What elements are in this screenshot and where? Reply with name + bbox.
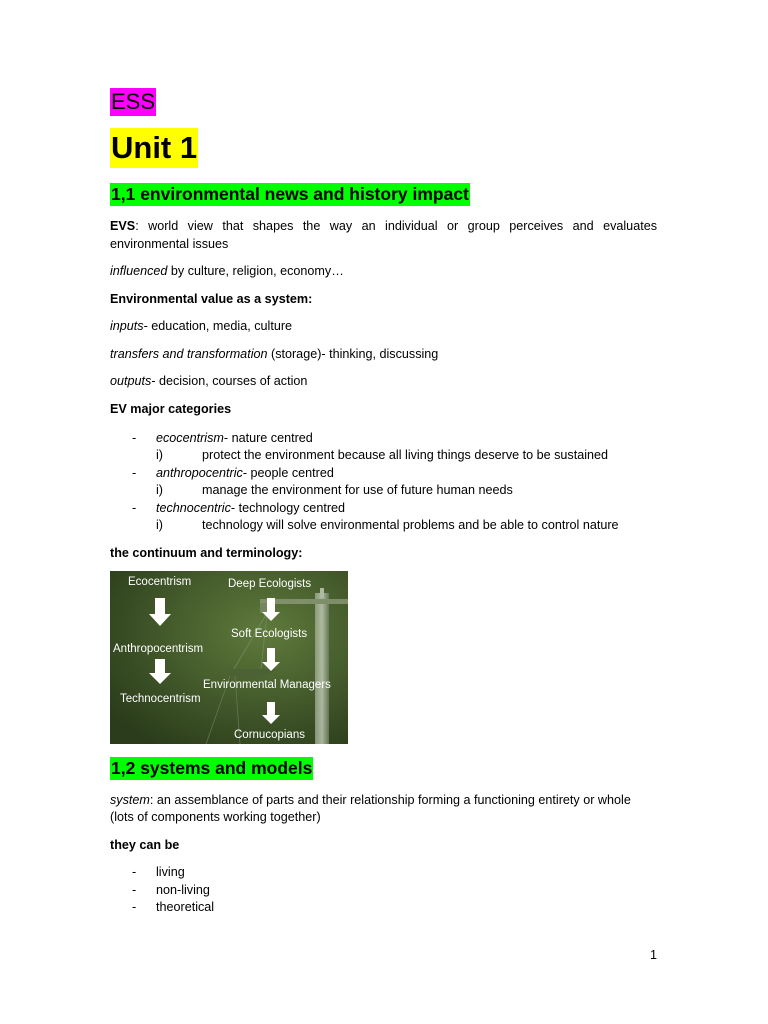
inputs-rest: - education, media, culture: [143, 319, 293, 333]
influenced-term: influenced: [110, 264, 168, 278]
system-heading: Environmental value as a system:: [110, 292, 313, 306]
inputs-line: [110, 317, 292, 335]
list-subitem: technology will solve environmental problems and be able to control nature: [202, 518, 619, 532]
influenced-rest: by culture, religion, economy…: [167, 264, 344, 278]
list-dash: -: [132, 865, 137, 879]
evs-term: EVS: [110, 219, 136, 233]
category-term: technocentric: [156, 501, 231, 515]
system-definition: [110, 791, 631, 809]
list-item-non-living: non-living: [156, 883, 210, 897]
category-rest: - people centred: [242, 466, 334, 480]
list-item-theoretical: theoretical: [156, 900, 215, 914]
list-item-technocentric: [156, 499, 345, 517]
list-item-living: living: [156, 865, 185, 879]
section-heading-1-1: 1,1 environmental news and history impact: [111, 184, 469, 204]
image-background: [110, 571, 348, 744]
transfers-rest: (storage)- thinking, discussing: [267, 347, 439, 361]
page-number: 1: [650, 948, 658, 962]
outputs-line: [110, 372, 307, 390]
list-dash: -: [132, 900, 137, 914]
list-item-anthropocentric: [156, 464, 334, 482]
label-anthropocentrism: Anthropocentrism: [113, 643, 204, 655]
list-dash: -: [132, 466, 137, 480]
evs-def: : world view that shapes the way an individual or group perceives and evaluates environmental issues: [110, 219, 657, 251]
continuum-image: [110, 571, 348, 744]
list-dash: -: [132, 431, 137, 445]
label-deep-ecologists: Deep Ecologists: [228, 578, 312, 590]
list-subitem: manage the environment for use of future human needs: [202, 483, 513, 497]
list-roman: i): [156, 448, 163, 462]
system-note: (lots of components working together): [110, 810, 321, 824]
category-term: anthropocentric: [156, 466, 243, 480]
transfers-line: [110, 345, 438, 363]
list-dash: -: [132, 501, 137, 515]
list-item-ecocentrism: [156, 429, 313, 447]
list-roman: i): [156, 483, 163, 497]
label-cornucopians: Cornucopians: [234, 729, 305, 741]
label-technocentrism: Technocentrism: [120, 693, 201, 705]
label-environmental-managers: Environmental Managers: [203, 679, 331, 691]
they-can-be: they can be: [110, 838, 180, 852]
evs-definition: [110, 217, 657, 253]
list-roman: i): [156, 518, 163, 532]
label-soft-ecologists: Soft Ecologists: [231, 628, 308, 640]
system-term: system: [110, 793, 150, 807]
section-heading-1-2: 1,2 systems and models: [111, 758, 313, 778]
outputs-term: outputs: [110, 374, 152, 388]
unit-title: Unit 1: [110, 128, 198, 168]
list-subitem: protect the environment because all living things deserve to be sustained: [202, 448, 609, 462]
system-def: : an assemblance of parts and their relationship forming a functioning entirety or whole: [149, 793, 631, 807]
category-rest: - technology centred: [230, 501, 346, 515]
outputs-rest: - decision, courses of action: [151, 374, 308, 388]
inputs-term: inputs: [110, 319, 144, 333]
course-label: ESS: [111, 89, 156, 114]
category-rest: - nature centred: [223, 431, 313, 445]
list-dash: -: [132, 883, 137, 897]
label-ecocentrism: Ecocentrism: [128, 576, 192, 588]
transfers-term: transfers and transformation: [110, 347, 268, 361]
category-term: ecocentrism: [156, 431, 224, 445]
categories-heading: EV major categories: [110, 402, 232, 416]
influenced-line: [110, 262, 344, 280]
continuum-illustration: [110, 571, 348, 744]
continuum-heading: the continuum and terminology:: [110, 546, 303, 560]
